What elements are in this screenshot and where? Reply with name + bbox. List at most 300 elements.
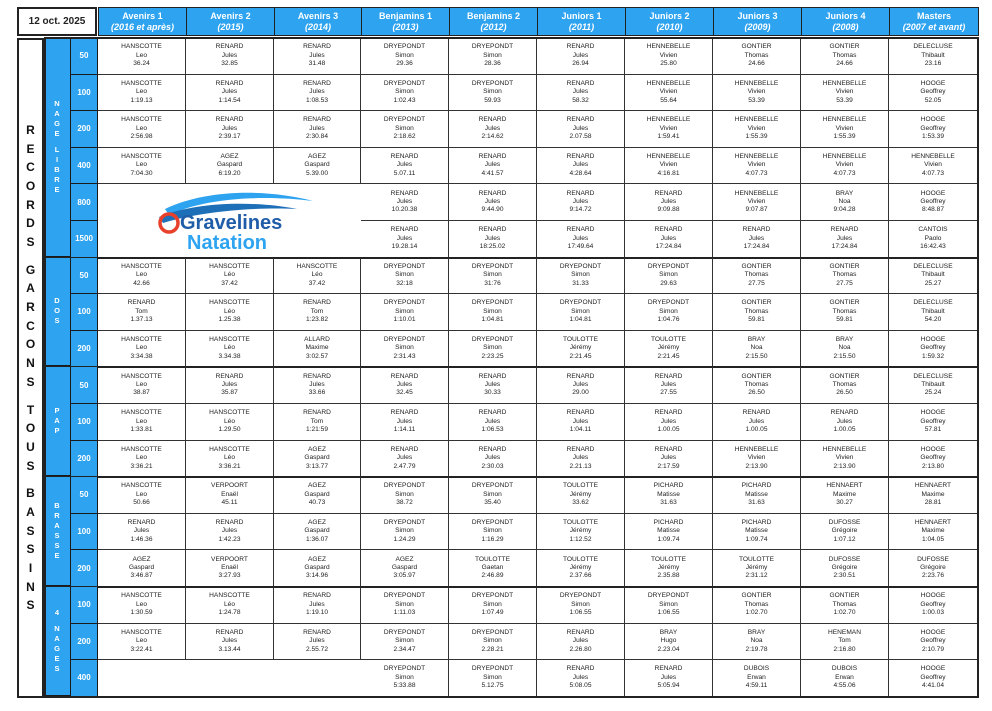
- swimmer-surname: DRYEPONDT: [471, 335, 514, 343]
- record-time: 1:04.81: [569, 316, 592, 324]
- swimmer-surname: AGEZ: [220, 152, 239, 160]
- category-header: [361, 7, 450, 36]
- swimmer-firstname: Jérémy: [569, 344, 592, 352]
- swimmer-surname: RENARD: [303, 409, 331, 417]
- record-time: 1:30.59: [130, 609, 153, 616]
- distance-label: 100: [71, 75, 98, 112]
- category-name: Juniors 4: [825, 10, 866, 21]
- record-time: 33.66: [308, 389, 326, 397]
- record-time: 30.27: [836, 499, 853, 507]
- swimmer-surname: TOULOTTE: [650, 335, 687, 343]
- record-time: 1.25.38: [218, 316, 241, 324]
- swimmer-firstname: Vivien: [659, 88, 678, 96]
- stroke-letter: N: [54, 623, 60, 633]
- swimmer-firstname: Jules: [309, 124, 325, 132]
- category-header: [537, 7, 626, 36]
- swimmer-surname: DRYEPONDT: [471, 262, 514, 270]
- swimmer-firstname: Jules: [748, 417, 765, 425]
- swimmer-surname: GONTIER: [829, 592, 860, 600]
- record-time: 1:08.53: [306, 96, 328, 104]
- swimmer-surname: DRYEPONDT: [471, 518, 514, 526]
- swimmer-firstname: Geoffrey: [920, 197, 946, 205]
- record-time: 2.21.13: [569, 462, 592, 470]
- swimmer-firstname: Jules: [309, 88, 325, 96]
- swimmer-surname: AGEZ: [308, 518, 326, 526]
- record-time: 2.07.58: [569, 133, 592, 141]
- record-time: 1:04.05: [922, 535, 944, 543]
- category-years: (2010): [656, 21, 683, 32]
- swimmer-surname: GONTIER: [741, 372, 772, 380]
- swimmer-firstname: Leo: [135, 454, 147, 462]
- swimmer-firstname: Simon: [483, 344, 502, 352]
- record-time: 2:30.51: [833, 572, 856, 580]
- swimmer-surname: DELECLUSE: [913, 43, 953, 51]
- side-title-letter: S: [26, 374, 35, 389]
- swimmer-firstname: Simon: [395, 88, 414, 96]
- swimmer-firstname: Tom: [838, 637, 851, 645]
- swimmer-firstname: Simon: [395, 271, 414, 279]
- stroke-letter: G: [54, 118, 60, 128]
- category-name: Avenirs 2: [210, 10, 251, 21]
- record-time: 4:07.73: [922, 169, 944, 177]
- swimmer-surname: GONTIER: [829, 372, 860, 380]
- swimmer-surname: HANSCOTTE: [121, 628, 162, 636]
- record-time: 2:15.50: [745, 352, 768, 360]
- swimmer-surname: DRYEPONDT: [383, 665, 426, 673]
- swimmer-surname: DRYEPONDT: [383, 335, 426, 343]
- record-time: 17:24.84: [655, 243, 682, 250]
- side-title-letter: A: [26, 504, 35, 519]
- swimmer-firstname: Vivien: [835, 124, 854, 132]
- distance-label: 50: [71, 367, 98, 404]
- record-time: 24.66: [836, 60, 853, 67]
- record-time: 9:44.90: [481, 206, 504, 214]
- record-time: 3:36.21: [130, 462, 153, 470]
- record-time: 53.39: [836, 96, 853, 104]
- swimmer-firstname: Enaël: [221, 563, 238, 571]
- distance-label: 400: [71, 148, 98, 185]
- swimmer-firstname: Simon: [659, 307, 678, 315]
- record-time: 36.24: [133, 60, 150, 67]
- side-title-letter: A: [26, 281, 35, 296]
- swimmer-firstname: Jules: [221, 380, 238, 388]
- side-title-letter: O: [25, 421, 36, 436]
- swimmer-surname: VERPOORT: [211, 482, 248, 490]
- swimmer-firstname: Jérémy: [657, 344, 680, 352]
- record-time: 1:23.82: [306, 316, 328, 324]
- swimmer-surname: HENNEBELLE: [734, 152, 779, 160]
- swimmer-surname: DELECLUSE: [913, 372, 953, 380]
- record-time: 1:09.74: [745, 535, 768, 543]
- swimmer-surname: RENARD: [390, 445, 419, 453]
- swimmer-surname: AGEZ: [308, 482, 326, 490]
- swimmer-surname: RENARD: [566, 79, 595, 87]
- swimmer-surname: HENNEBELLE: [734, 189, 779, 197]
- record-time: 25.24: [924, 389, 942, 397]
- distance-label: 800: [71, 184, 98, 221]
- swimmer-firstname: Vivien: [747, 197, 766, 205]
- swimmer-surname: DRYEPONDT: [559, 299, 602, 307]
- category-header: [625, 7, 714, 36]
- swimmer-firstname: Jules: [309, 637, 325, 645]
- record-time: 8:48.87: [922, 206, 944, 214]
- side-title-letter: C: [26, 318, 35, 333]
- swimmer-surname: CANTOIS: [918, 226, 948, 234]
- record-time: 1.24.29: [393, 535, 416, 543]
- swimmer-surname: TOULOTTE: [562, 482, 599, 490]
- stroke-letter: E: [54, 551, 60, 561]
- table-frame: [44, 37, 979, 698]
- swimmer-surname: AGEZ: [395, 555, 414, 563]
- distance-label: 200: [71, 331, 98, 368]
- swimmer-surname: HOOGE: [920, 79, 946, 87]
- swimmer-surname: DRYEPONDT: [471, 482, 514, 490]
- swimmer-firstname: Gaspard: [304, 161, 330, 169]
- record-time: 24.66: [748, 60, 765, 67]
- swimmer-firstname: Jules: [396, 454, 413, 462]
- record-time: 18:25.02: [479, 243, 506, 250]
- category-name: Juniors 3: [737, 10, 778, 21]
- record-time: 5:08.05: [569, 682, 592, 690]
- swimmer-surname: HANSCOTTE: [209, 335, 250, 343]
- swimmer-firstname: Vivien: [835, 88, 854, 96]
- swimmer-firstname: Gaspard: [128, 563, 155, 571]
- record-time: 5.07.11: [393, 169, 416, 177]
- stroke-letter: E: [54, 128, 60, 138]
- record-time: 2:21.45: [569, 352, 592, 360]
- record-time: 58.32: [572, 96, 589, 104]
- swimmer-firstname: Simon: [395, 527, 414, 535]
- distance-label: 100: [71, 404, 98, 441]
- record-time: 1:06.55: [569, 609, 592, 616]
- record-time: 1:02.43: [393, 96, 416, 104]
- swimmer-surname: GONTIER: [741, 592, 772, 600]
- stroke-letter: S: [54, 541, 60, 551]
- swimmer-firstname: Jules: [748, 234, 765, 242]
- record-time: 1:04.76: [657, 316, 680, 324]
- record-time: 37.42: [221, 279, 238, 287]
- record-time: 2:56.98: [130, 133, 153, 141]
- swimmer-surname: TOULOTTE: [474, 555, 511, 563]
- record-time: 3:13.77: [306, 462, 328, 470]
- stroke-letter: G: [54, 643, 60, 653]
- swimmer-surname: DUBOIS: [831, 665, 858, 673]
- distance-label: 100: [71, 294, 98, 331]
- category-name: Avenirs 1: [122, 10, 163, 21]
- swimmer-surname: RENARD: [566, 372, 595, 380]
- record-time: 1.29.50: [218, 426, 241, 433]
- swimmer-surname: DRYEPONDT: [647, 299, 690, 307]
- record-time: 1:04.81: [481, 316, 504, 324]
- category-header: [449, 7, 538, 36]
- swimmer-surname: HANSCOTTE: [121, 409, 162, 417]
- swimmer-surname: DRYEPONDT: [559, 592, 602, 600]
- swimmer-firstname: Maxime: [305, 344, 329, 352]
- swimmer-firstname: Noa: [750, 344, 763, 352]
- record-time: 1:19.13: [130, 96, 153, 104]
- side-title-letter: R: [26, 300, 35, 315]
- category-years: (2015): [217, 21, 244, 32]
- svg-text:Natation: Natation: [187, 232, 267, 254]
- record-time: 1:55.39: [745, 133, 768, 141]
- swimmer-surname: RENARD: [215, 116, 244, 124]
- swimmer-surname: HOOGE: [920, 335, 946, 343]
- record-time: 3:05.97: [393, 572, 416, 580]
- record-time: 3:14.96: [306, 572, 328, 580]
- swimmer-firstname: Thomas: [744, 271, 769, 279]
- stroke-letter: D: [54, 296, 60, 306]
- swimmer-surname: DELECLUSE: [913, 262, 953, 270]
- swimmer-surname: HOOGE: [920, 445, 946, 453]
- swimmer-firstname: Vivien: [747, 454, 766, 462]
- record-time: 1:14.11: [393, 426, 416, 433]
- distance-label: 200: [71, 624, 98, 661]
- stroke-letter: S: [54, 531, 60, 541]
- category-years: (2013): [392, 21, 419, 32]
- record-time: 31.63: [660, 499, 677, 507]
- swimmer-surname: RENARD: [478, 116, 507, 124]
- record-time: 2:31.12: [745, 572, 768, 580]
- swimmer-surname: HANSCOTTE: [209, 409, 250, 417]
- stroke-letter: S: [54, 663, 60, 673]
- swimmer-surname: GONTIER: [741, 43, 772, 51]
- swimmer-surname: RENARD: [566, 409, 595, 417]
- swimmer-surname: RENARD: [478, 409, 507, 417]
- record-time: 1:21:59: [306, 426, 328, 433]
- swimmer-surname: HANSCOTTE: [121, 116, 162, 124]
- side-title-letter: G: [25, 262, 36, 277]
- side-title-letter: S: [26, 598, 35, 613]
- distance-label: 100: [71, 587, 98, 624]
- swimmer-surname: AGEZ: [132, 555, 151, 563]
- category-header: [98, 7, 187, 36]
- record-time: 37.42: [308, 279, 326, 287]
- record-time: 16:42.43: [920, 243, 946, 250]
- stroke-letter: B: [54, 164, 60, 174]
- swimmer-firstname: Léo: [311, 271, 323, 279]
- swimmer-surname: HOOGE: [920, 592, 946, 600]
- swimmer-firstname: Simon: [483, 673, 502, 681]
- swimmer-surname: HENNEBELLE: [646, 43, 691, 51]
- record-time: 2.47.79: [393, 462, 416, 470]
- swimmer-firstname: Jules: [660, 234, 677, 242]
- swimmer-firstname: Jules: [396, 234, 413, 242]
- record-time: 3.34.38: [218, 352, 241, 360]
- swimmer-surname: TOULOTTE: [562, 518, 599, 526]
- swimmer-firstname: Gaspard: [391, 563, 418, 571]
- record-time: 31.63: [748, 499, 765, 507]
- record-time: 2:17.59: [657, 462, 680, 470]
- stroke-letter: A: [54, 633, 60, 643]
- swimmer-firstname: Simon: [395, 600, 414, 608]
- category-years: (2012): [480, 21, 507, 32]
- category-header: [713, 7, 802, 36]
- swimmer-surname: DRYEPONDT: [383, 592, 426, 600]
- swimmer-surname: DRYEPONDT: [471, 79, 514, 87]
- swimmer-firstname: Jules: [660, 417, 677, 425]
- record-time: 32:18: [396, 279, 413, 287]
- category-header: [889, 7, 979, 36]
- record-time: 17:24.84: [743, 243, 770, 250]
- swimmer-firstname: Maxime: [921, 527, 945, 535]
- swimmer-surname: HANSCOTTE: [121, 43, 162, 51]
- record-time: 2.28.21: [481, 645, 504, 653]
- swimmer-firstname: Jules: [572, 161, 589, 169]
- swimmer-surname: PICHARD: [653, 482, 684, 490]
- swimmer-firstname: Simon: [659, 271, 678, 279]
- swimmer-surname: RENARD: [478, 226, 507, 234]
- swimmer-surname: PICHARD: [741, 518, 772, 526]
- swimmer-surname: RENARD: [654, 226, 683, 234]
- swimmer-surname: DRYEPONDT: [471, 628, 514, 636]
- record-time: 2:13.90: [833, 462, 856, 470]
- swimmer-surname: RENARD: [390, 372, 419, 380]
- record-time: 2:23.76: [922, 572, 944, 580]
- swimmer-surname: RENARD: [303, 79, 331, 87]
- record-time: 2.37.66: [569, 572, 592, 580]
- swimmer-firstname: Leo: [135, 490, 147, 498]
- swimmer-surname: HENNEBELLE: [822, 152, 867, 160]
- record-time: 32.45: [396, 389, 413, 397]
- swimmer-surname: HANSCOTTE: [209, 262, 250, 270]
- distance-label: 200: [71, 111, 98, 148]
- swimmer-surname: DUFOSSE: [828, 518, 861, 526]
- swimmer-surname: DUBOIS: [743, 665, 770, 673]
- category-years: (2007 et avant): [902, 21, 966, 32]
- distance-label: 100: [71, 514, 98, 551]
- record-time: 53.39: [748, 96, 765, 104]
- category-name: Avenirs 3: [297, 10, 339, 21]
- swimmer-surname: BRAY: [747, 335, 766, 343]
- record-time: 28.36: [484, 60, 501, 67]
- category-years: (2009): [744, 21, 771, 32]
- stroke-letter: I: [55, 154, 59, 164]
- swimmer-surname: DRYEPONDT: [471, 592, 514, 600]
- record-time: 2:21.45: [657, 352, 680, 360]
- stroke-letter: P: [54, 406, 60, 416]
- record-time: 6:19.20: [218, 169, 241, 177]
- record-time: 31.33: [572, 279, 589, 287]
- category-header: [186, 7, 275, 36]
- swimmer-firstname: Gaspard: [304, 563, 330, 571]
- record-time: 1:16.29: [481, 535, 504, 543]
- record-time: 1:46.36: [130, 535, 153, 543]
- swimmer-surname: TOULOTTE: [650, 555, 687, 563]
- record-time: 38.72: [396, 499, 413, 507]
- swimmer-surname: BRAY: [835, 335, 854, 343]
- swimmer-firstname: Jules: [484, 417, 501, 425]
- record-time: 59.81: [748, 316, 765, 324]
- swimmer-firstname: Maxime: [921, 490, 945, 498]
- swimmer-surname: RENARD: [566, 116, 595, 124]
- swimmer-firstname: Thomas: [832, 380, 857, 388]
- swimmer-surname: RENARD: [478, 152, 507, 160]
- record-time: 2:13.80: [922, 462, 944, 470]
- swimmer-surname: HANSCOTTE: [296, 262, 338, 270]
- swimmer-firstname: Thomas: [832, 51, 857, 59]
- stroke-letter: O: [54, 306, 60, 316]
- swimmer-firstname: Enaël: [221, 490, 238, 498]
- swimmer-firstname: Jules: [572, 454, 589, 462]
- swimmer-surname: AGEZ: [308, 152, 326, 160]
- record-time: 38.87: [133, 389, 150, 397]
- swimmer-surname: DRYEPONDT: [383, 299, 426, 307]
- record-time: 2:15.50: [833, 352, 856, 360]
- record-time: 55.64: [660, 96, 677, 104]
- swimmer-surname: DRYEPONDT: [383, 79, 426, 87]
- record-time: 3:34.38: [130, 352, 153, 360]
- swimmer-firstname: Thomas: [832, 271, 857, 279]
- record-time: 4:07.73: [745, 169, 768, 177]
- swimmer-firstname: Grégoire: [831, 563, 858, 571]
- swimmer-firstname: Jules: [221, 637, 238, 645]
- side-title-letter: T: [26, 402, 35, 417]
- swimmer-firstname: Jules: [133, 527, 150, 535]
- swimmer-surname: HOOGE: [920, 189, 946, 197]
- record-time: 29.36: [396, 60, 413, 67]
- distance-label: 50: [71, 38, 98, 75]
- swimmer-firstname: Jules: [660, 673, 677, 681]
- record-time: 3:02.57: [306, 352, 328, 360]
- swimmer-firstname: Jérémy: [569, 490, 592, 498]
- record-time: 2:16.80: [833, 645, 856, 653]
- swimmer-surname: HENNEBELLE: [822, 445, 867, 453]
- swimmer-surname: HENNEBELLE: [911, 152, 955, 160]
- record-time: 1:02.70: [833, 609, 856, 616]
- record-time: 2.35.88: [657, 572, 680, 580]
- record-time: 1:04.11: [569, 426, 592, 433]
- swimmer-surname: HOOGE: [920, 116, 946, 124]
- record-time: 2:30.84: [306, 133, 328, 141]
- category-years: (2014): [304, 21, 331, 32]
- distance-label: 50: [71, 477, 98, 514]
- side-title-letter: B: [26, 486, 35, 501]
- swimmer-surname: RENARD: [478, 445, 507, 453]
- swimmer-surname: DELECLUSE: [913, 299, 953, 307]
- swimmer-firstname: Simon: [571, 307, 590, 315]
- record-time: 1:09.74: [657, 535, 680, 543]
- record-time: 2:10.79: [922, 645, 944, 653]
- side-title-letter: I: [28, 561, 33, 576]
- swimmer-surname: RENARD: [478, 372, 507, 380]
- swimmer-surname: HOOGE: [920, 628, 946, 636]
- swimmer-surname: RENARD: [830, 226, 859, 234]
- swimmer-surname: RENARD: [654, 445, 683, 453]
- swimmer-firstname: Thibault: [921, 51, 945, 59]
- swimmer-firstname: Tom: [310, 417, 324, 425]
- swimmer-firstname: Simon: [395, 51, 414, 59]
- swimmer-surname: RENARD: [303, 592, 331, 600]
- swimmer-surname: HANSCOTTE: [209, 592, 250, 600]
- record-time: 1:12.52: [569, 535, 592, 543]
- swimmer-surname: RENARD: [566, 43, 595, 51]
- swimmer-surname: RENARD: [215, 79, 244, 87]
- swimmer-firstname: Léo: [223, 600, 235, 608]
- stroke-letter: 4: [54, 607, 60, 617]
- swimmer-firstname: Noa: [750, 637, 763, 645]
- swimmer-firstname: Simon: [483, 600, 502, 608]
- swimmer-firstname: Vivien: [747, 161, 766, 169]
- swimmer-surname: TOULOTTE: [562, 335, 599, 343]
- swimmer-firstname: Noa: [838, 344, 851, 352]
- record-time: 1.00.05: [657, 426, 680, 433]
- swimmer-surname: GONTIER: [741, 299, 772, 307]
- record-time: 1.00.05: [833, 426, 856, 433]
- record-time: 9:07.87: [745, 206, 768, 214]
- swimmer-firstname: Jules: [484, 161, 501, 169]
- swimmer-firstname: Hugo: [660, 637, 677, 645]
- category-header: [801, 7, 890, 36]
